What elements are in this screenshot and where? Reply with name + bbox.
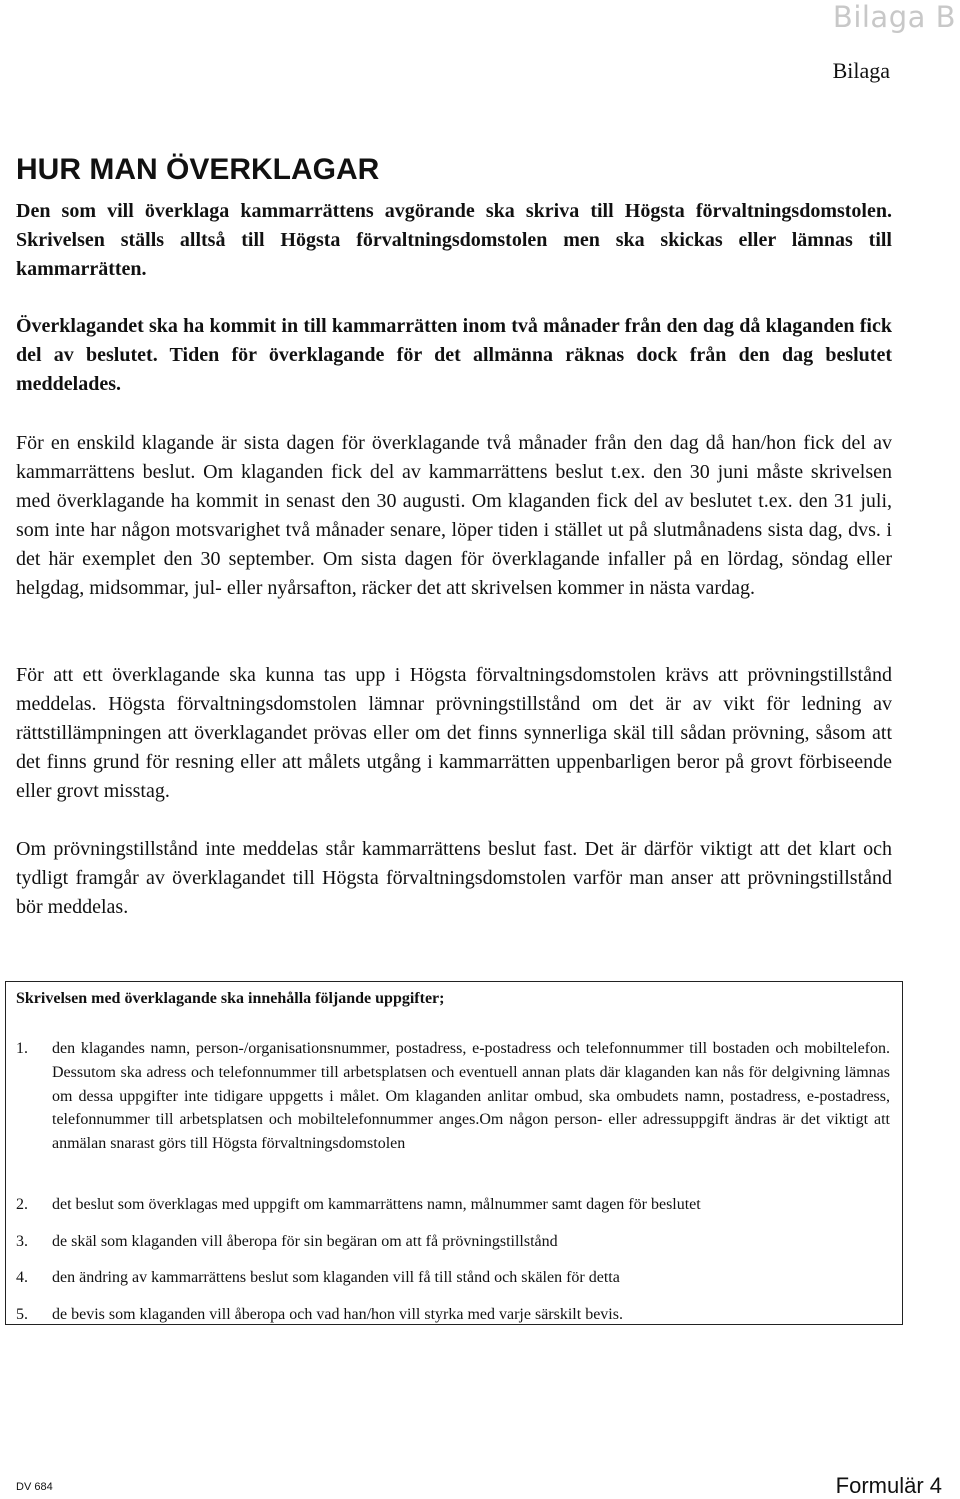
paragraph-deadline-details: För en enskild klagande är sista dagen för överklagande två månader från den dag då han/hon fick del av kammarrättens beslut. Om klaganden fick del av kammarrättens beslut t.ex. den 30 juni måste skrivelsen med överklagande ha kommit in senast den 30 augusti. Om klaganden fick del av beslutet t.ex. den 31 juli, som inte har någon motsvarighet två månader senare, löper tiden i stället ut på slutmånadens sista dag, dvs. i det här exemplet den 30 september. Om sista dagen för överklagande infaller på en lördag, söndag eller helgdag, midsommar, jul- eller nyårsafton, räcker det att skrivelsen kommer in nästa vardag.	[16, 432, 892, 599]
requirement-item-3	[16, 1230, 890, 1254]
item-text: det beslut som överklagas med uppgift om kammarrättens namn, målnummer samt dagen för beslutet	[52, 1196, 701, 1213]
bilaga-label: Bilaga	[832, 58, 890, 83]
watermark: Bilaga B	[832, 0, 956, 34]
requirements-box	[5, 981, 903, 1325]
paragraph-intro: Den som vill överklaga kammarrättens avgörande ska skriva till Högsta förvaltningsdomstolen. Skrivelsen ställs alltså till Högsta förvaltningsdomstolen men ska skickas eller lämnas till kammarrätten.	[16, 200, 892, 280]
requirement-item-4	[16, 1266, 890, 1290]
item-text: den ändring av kammarrättens beslut som klaganden vill få till stånd och skälen för detta	[52, 1269, 620, 1286]
paragraph-review-permit: För att ett överklagande ska kunna tas upp i Högsta förvaltningsdomstolen krävs att prövningstillstånd meddelas. Högsta förvaltningsdomstolen lämnar prövningstillstånd om det är av vikt för ledning av rättstillämpningen att överklagandet prövas eller om det finns synnerliga skäl till sådan prövning, såsom att det finns grund för resning eller att målets utgång i kammarrätten uppenbarligen beror på grovt förbiseende eller grovt misstag.	[16, 664, 892, 802]
item-number: 3.	[16, 1233, 28, 1250]
requirement-item-2	[16, 1193, 890, 1217]
paragraph-no-permit: Om prövningstillstånd inte meddelas står kammarrättens beslut fast. Det är därför viktigt att det klart och tydligt framgår av överklagandet till Högsta förvaltningsdomstolen varför man anser att prövningstillstånd bör meddelas.	[16, 838, 892, 918]
requirement-item-5	[16, 1303, 890, 1327]
paragraph-deadline: Överklagandet ska ha kommit in till kammarrätten inom två månader från den dag då klaganden fick del av beslutet. Tiden för överklagande för det allmänna räknas dock från den dag beslutet meddelades.	[16, 315, 892, 395]
item-text: den klagandes namn, person-/organisationsnummer, postadress, e-postadress och telefonnummer till bostaden och mobiltelefon. Dessutom ska adress och telefonnummer till arbetsplatsen och eventuell annan plats där klaganden kan nås för delgivning lämnas om dessa uppgifter inte tidigare uppgetts i målet. Om klaganden anlitar ombud, ska ombudets namn, postadress, e-postadress, telefonnummer till arbetsplatsen och mobiltelefonnummer anges.Om någon person- eller adressuppgift ändras är det viktigt att anmälan snarast görs till Högsta förvaltningsdomstolen	[52, 1040, 890, 1153]
item-number: 5.	[16, 1306, 28, 1323]
requirement-item-1	[16, 1037, 890, 1156]
form-code: DV 684	[16, 1481, 53, 1493]
item-number: 4.	[16, 1269, 28, 1286]
requirements-title: Skrivelsen med överklagande ska innehålla följande uppgifter;	[16, 990, 445, 1007]
item-number: 1.	[16, 1040, 28, 1057]
item-number: 2.	[16, 1196, 28, 1213]
item-text: de skäl som klaganden vill åberopa för sin begäran om att få prövningstillstånd	[52, 1233, 558, 1250]
page-title: HUR MAN ÖVERKLAGAR	[16, 153, 380, 186]
form-number: Formulär 4	[835, 1473, 942, 1498]
item-text: de bevis som klaganden vill åberopa och vad han/hon vill styrka med varje särskilt bevis.	[52, 1306, 623, 1323]
